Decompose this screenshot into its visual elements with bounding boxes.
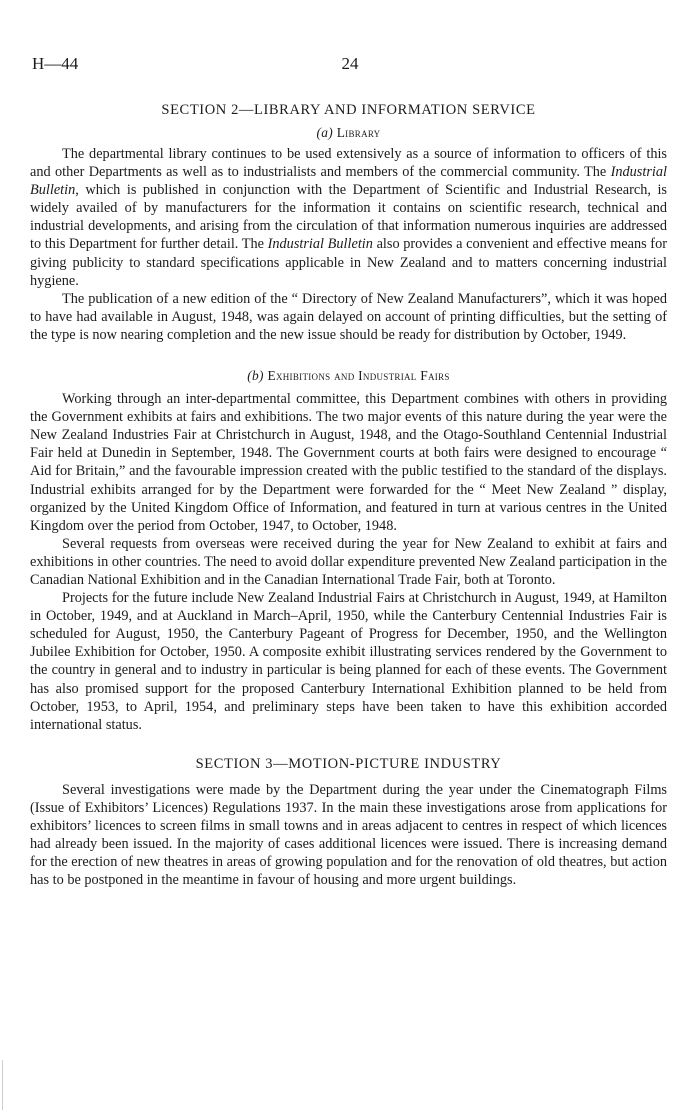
running-header [32,54,668,80]
subsection-a-heading [30,125,667,141]
library-p1-text-3: also provides a convenient and effective means for giving publicity to standard specifications applicable in New Zealand and to matters concerning industrial hygiene. [30,236,667,289]
section-2-heading: SECTION 2—LIBRARY AND INFORMATION SERVICE [161,102,536,118]
section-3-heading: SECTION 3—MOTION-PICTURE INDUSTRY [195,755,502,772]
fairs-paragraph-1: Working through an inter-departmental committee, this Department combines with others in providing the Government exhibits at fairs and exhibitions. The two major events of this nature during the year were the New Zealand Industries Fair at Christchurch in August, 1948, and the Otago-Southland Centennial Industrial Fair held at Dunedin in September, 1948. The Government courts at both fairs were designed to encourage “ Aid for Britain,” and the favourable impression created with the public testified to the standard of the displays. Industrial exhibits arranged for by the Department were forwarded for the “ Meet New Zealand ” display, organized by the United Kingdom Office of Information, and featured in turn at various centres in the United Kingdom over the period from October, 1947, to October, 1948. [30,391,667,534]
fairs-paragraph-3: Projects for the future include New Zealand Industrial Fairs at Christchurch in August, 1949, at Hamilton in October, 1949, and at Auckland in March–April, 1950, while the Canterbury Centennial Industries Fair is scheduled for August, 1950, the Canterbury Pageant of Progress for December, 1950, and the Wellington Jubilee Exhibition for October, 1950. A composite exhibit illustrating services rendered by the Government to the country in general and to industry in particular is being planned for each of these events. The Government has also promised support for the proposed Canterbury International Exhibition planned to be held from October, 1953, to April, 1954, and preliminary steps have been taken to have this exhibition accorded international status. [30,590,667,733]
library-p1-text-1: The departmental library continues to be used extensively as a source of information to officers of this and other Departments as well as to industrialists and members of the commercial community. The [30,146,667,181]
subsection-a-title: Library [336,125,381,140]
fairs-paragraph-2: Several requests from overseas were received during the year for New Zealand to exhibit at fairs and exhibitions in other countries. The need to avoid dollar expenditure prevented New Zealand participation in the Canadian National Exhibition and in the Canadian International Trade Fair, both at Toronto. [30,535,667,588]
library-p1-text-2: , which is published in conjunction with the Department of Scientific and Industrial Research, is widely availed of by manufacturers for the information it contains on scientific research, technical and industrial developments, and arising from the circulation of that information numerous inquiries are addressed to this Department for further detail. The [30,182,667,253]
library-paragraph-1 [30,145,667,290]
subsection-b-heading [30,368,667,384]
library-paragraph-2: The publication of a new edition of the “ Directory of New Zealand Manufacturers”, which it was hoped to have had available in August, 1948, was again delayed on account of printing difficulties, but the setting of the type is now nearing completion and the new issue should be ready for distribution by October, 1949. [30,290,667,343]
industrial-bulletin-title-1: Industrial Bulletin [30,164,667,199]
document-reference: H—44 [32,54,79,73]
scan-edge-line [2,1060,3,1110]
page-number: 24 [341,54,359,73]
subsection-b-marker: (b) [247,368,264,384]
subsection-b-title: Exhibitions and Industrial Fairs [267,368,450,384]
page-body [30,102,667,889]
subsection-a-marker: (a) [316,125,334,140]
industrial-bulletin-title-2: Industrial Bulletin [267,236,373,253]
motion-picture-paragraph: Several investigations were made by the Department during the year under the Cinematograph Films (Issue of Exhibitors’ Licences) Regulations 1937. In the main these investigations arose from applications for exhibitors’ licences to screen films in small towns and in areas adjacent to centres in respect of which licences had already been issued. In the majority of cases additional licences were issued. There is increasing demand for the erection of new theatres in areas of growing population and for the renovation of old theatres, but action has to be postponed in the meantime in favour of housing and more urgent buildings. [30,781,667,889]
